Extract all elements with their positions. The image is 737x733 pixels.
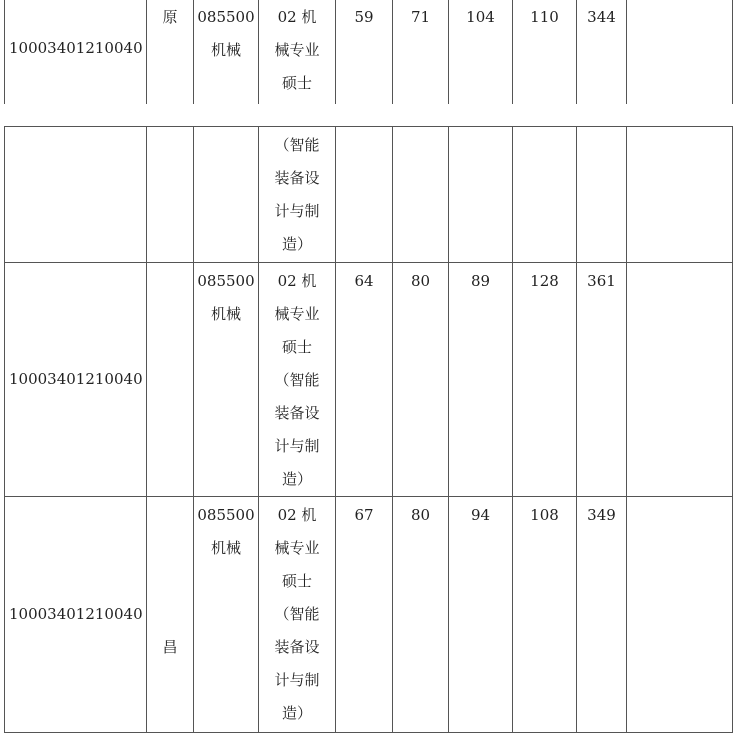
direction-line: 造） [281,470,312,488]
direction-line: 硕士 [281,338,312,356]
score-subject-2: 108 [513,497,577,733]
name-line [147,565,193,598]
direction-line: 计与制 [274,671,320,689]
direction-line: （智能 [274,605,320,623]
name-line [147,598,193,631]
major-code-cell [194,127,259,263]
direction-line: 硕士 [281,572,312,590]
remarks-cell [627,0,733,105]
research-direction-cell [259,263,336,497]
remarks-cell [627,263,733,497]
major-code-cell [194,263,259,497]
research-direction-cell [259,497,336,733]
direction-line: （智能 [274,136,320,154]
name-line: 昌 [162,638,178,656]
score-foreign-language [393,127,449,263]
table-row [5,127,733,263]
score-subject-1: 104 [449,0,513,105]
score-politics: 64 [336,263,393,497]
score-foreign-language: 71 [393,0,449,105]
total-score: 349 [577,497,627,733]
candidate-id-cell: 10003401210040 [5,0,147,105]
major-name: 机械 [210,539,241,557]
table-row [5,0,733,105]
direction-line: 硕士 [281,74,312,92]
candidate-name-cell [147,263,194,497]
research-direction-cell [259,127,336,263]
candidate-id-cell: 10003401210040 [5,263,147,497]
score-politics: 67 [336,497,393,733]
direction-line: （智能 [274,371,320,389]
remarks-cell [627,497,733,733]
candidate-id-cell: 10003401210040 [5,497,147,733]
remarks-cell [627,127,733,263]
score-subject-1: 94 [449,497,513,733]
major-code: 085500 [197,272,255,290]
major-code-cell [194,0,259,105]
name-line [147,363,193,396]
score-subject-1: 89 [449,263,513,497]
major-code: 085500 [197,8,255,26]
name-line: 原 [162,8,178,26]
score-subject-1 [449,127,513,263]
candidate-id-cell [5,127,147,263]
direction-line: 02 机 [277,8,317,26]
table-row [5,497,733,733]
major-name: 机械 [210,305,241,323]
name-line [147,67,193,100]
page-break-gap [0,104,737,126]
research-direction-cell [259,0,336,105]
candidate-name-cell [147,497,194,733]
score-subject-2: 128 [513,263,577,497]
direction-line: 计与制 [274,202,320,220]
table-row [5,263,733,497]
admission-table-part-2 [4,126,733,733]
score-subject-2 [513,127,577,263]
major-code: 085500 [197,506,255,524]
direction-line: 装备设 [274,638,320,656]
candidate-name-cell [147,0,194,105]
direction-line: 装备设 [274,404,320,422]
name-line [147,330,193,363]
name-line [147,34,193,67]
direction-line: 造） [281,704,312,722]
total-score [577,127,627,263]
score-subject-2: 110 [513,0,577,105]
score-foreign-language: 80 [393,263,449,497]
score-politics [336,127,393,263]
name-line [147,396,193,429]
direction-line: 02 机 [277,506,317,524]
direction-line: 械专业 [274,539,320,557]
major-name: 机械 [210,41,241,59]
major-code-cell [194,497,259,733]
direction-line: 计与制 [274,437,320,455]
direction-line: 造） [281,235,312,253]
direction-line: 02 机 [277,272,317,290]
total-score: 344 [577,0,627,105]
direction-line: 械专业 [274,305,320,323]
direction-line: 装备设 [274,169,320,187]
candidate-name-cell [147,127,194,263]
score-politics: 59 [336,0,393,105]
total-score: 361 [577,263,627,497]
score-foreign-language: 80 [393,497,449,733]
admission-table-part-1 [4,0,733,105]
direction-line: 械专业 [274,41,320,59]
